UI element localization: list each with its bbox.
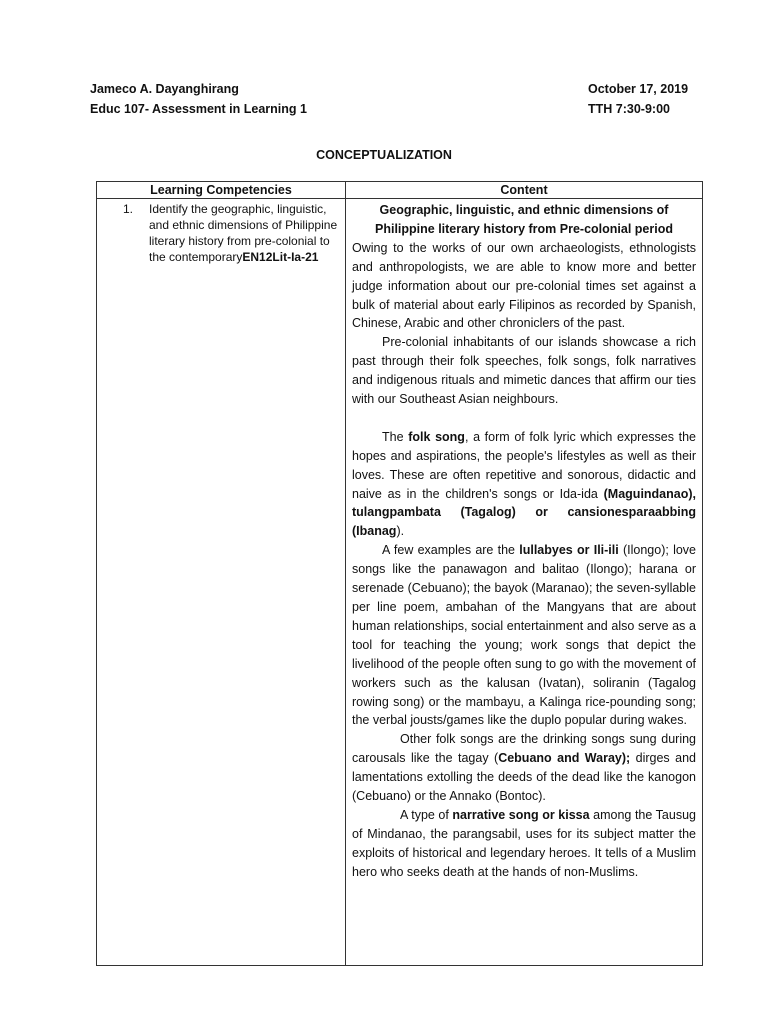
header-left: [90, 79, 307, 119]
paragraph-3: The folk song, a form of folk lyric which expresses the hopes and aspirations, the people's lifestyles as well as their loves. These are often repetitive and sonorous, didactic and naive as in the children's songs or Ida-ida (Maguindanao), tulangpambata (Tagalog) or cansionesparaabbing (Ibanag).: [352, 429, 697, 539]
column-header-content: Content: [346, 182, 703, 199]
header-right: [588, 79, 688, 119]
content-title: Geographic, linguistic, and ethnic dimensions of Philippine literary history from Pre-colonial period: [375, 203, 673, 236]
competency-cell: [97, 199, 346, 966]
competency-text: Identify the geographic, linguistic, and ethnic dimensions of Philippine literary history from pre-colonial to the contemporaryEN12Lit-Ia-21: [149, 202, 338, 264]
paragraph-5: Other folk songs are the drinking songs sung during carousals like the tagay (Cebuano and Waray); dirges and lamentations extolling the deeds of the dead like the kanogon (Cebuano) or the Annako (Bontoc).: [352, 732, 696, 804]
paragraph-4: A few examples are the lullabyes or Ili-ili (Ilongo); love songs like the panawagon and balitao (Ilongo); harana or serenade (Cebuano); the bayok (Maranao); the seven-syllable per line poem, ambahan of the Mangyans that are about human relationships, social entertainment and also serve as a tool for teaching the young; work songs that depict the livelihood of the people often sung to go with the movement of workers such as the kalusan (Ivatan), soliranin (Tagalog rowing song) or the mambayu, a Kalinga rice-pounding song; the verbal jousts/games like the duplo popular during wakes.: [352, 543, 697, 728]
paragraph-1: Owing to the works of our own archaeologists, ethnologists and anthropologists, we are able to know more and better judge information about our pre-colonial times set against a bulk of material about early Filipinos as recorded by Spanish, Chinese, Arabic and other chroniclers of the past.: [352, 240, 696, 331]
table-header-row: [97, 182, 703, 199]
document-date: October 17, 2019: [588, 82, 689, 96]
paragraph-2: Pre-colonial inhabitants of our islands showcase a rich past through their folk speeches, folk songs, folk narratives and indigenous rituals and mimetic dances that affirm our ties with our Southeast Asian neighbours.: [352, 335, 696, 407]
table-row: [97, 199, 703, 966]
paragraph-6: A type of narrative song or kissa among the Tausug of Mindanao, the parangsabil, uses for its subject matter the exploits of historical and legendary heroes. It tells of a Muslim hero who seeks death at the hands of non-Muslims.: [352, 807, 696, 879]
class-schedule: TTH 7:30-9:00: [588, 102, 670, 116]
page-title: CONCEPTUALIZATION: [316, 148, 452, 162]
conceptualization-table: [96, 181, 703, 966]
content-cell: [346, 199, 703, 966]
competency-number: 1.: [123, 202, 134, 216]
author-name: Jameco A. Dayanghirang: [90, 82, 239, 96]
course-title: Educ 107- Assessment in Learning 1: [90, 102, 307, 116]
column-header-competencies: Learning Competencies: [97, 182, 346, 199]
competency-code: EN12Lit-Ia-21: [242, 250, 319, 264]
